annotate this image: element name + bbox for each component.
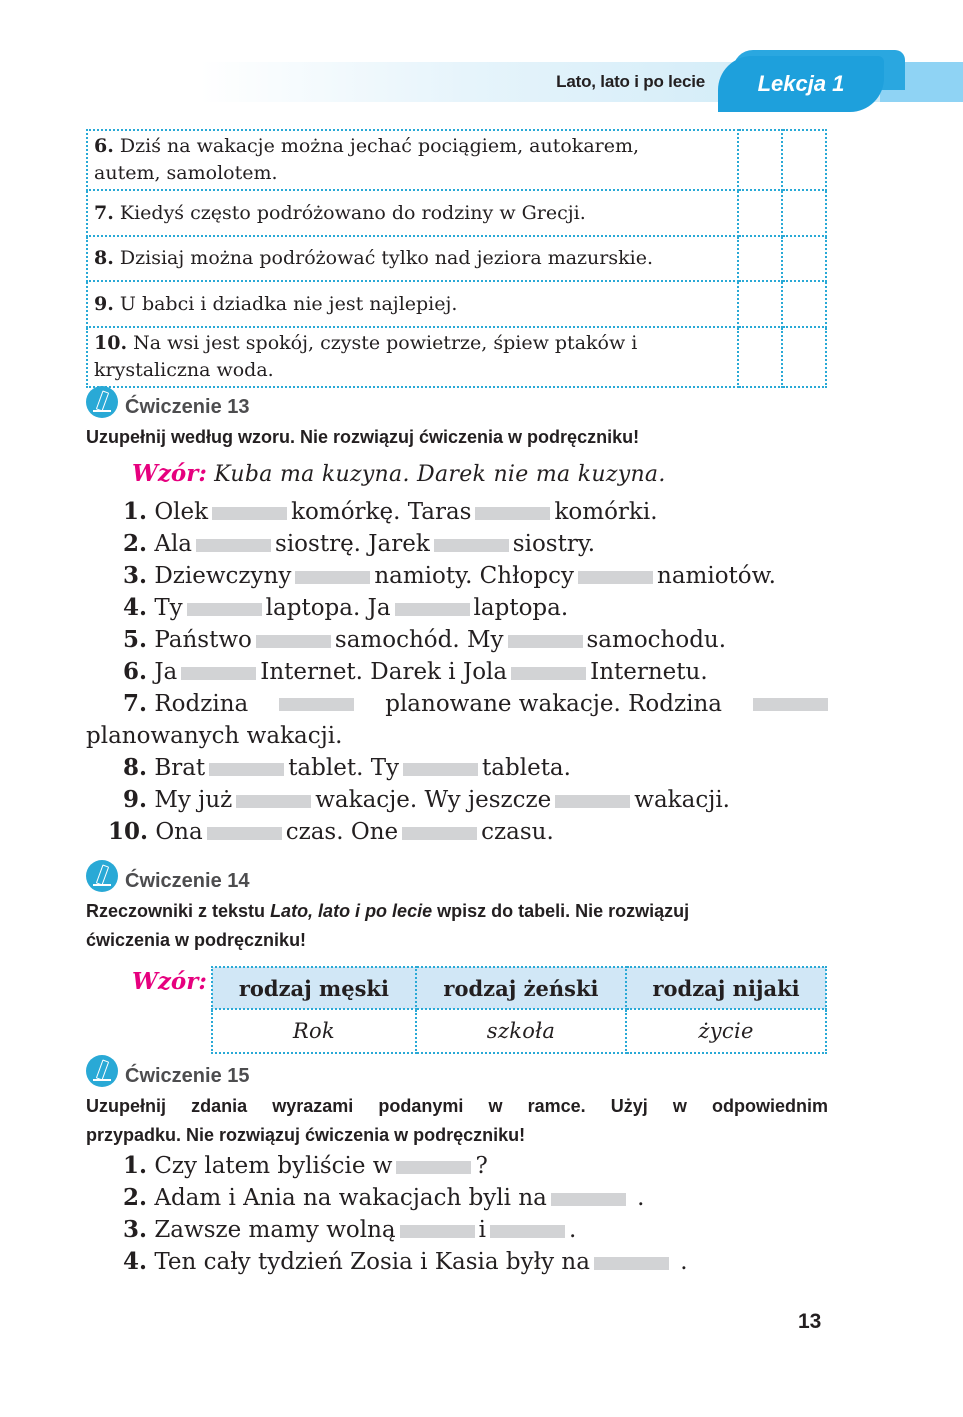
- exercise-14-instruction: Rzeczowniki z tekstu Lato, lato i po lecie wpisz do tabeli. Nie rozwiązuj ćwiczenia w podręczniku!: [86, 901, 690, 950]
- model-example: [132, 458, 666, 491]
- statement-9: 9. U babci i dziadka nie jest najlepiej.: [87, 281, 738, 327]
- list-item: 1. Czy latem byliście w ?: [123, 1152, 488, 1179]
- blank-gap[interactable]: [551, 1193, 626, 1206]
- blank-gap[interactable]: [395, 603, 470, 616]
- lesson-label: Lekcja 1: [757, 71, 845, 96]
- blank-gap[interactable]: [490, 1225, 565, 1238]
- blank-gap[interactable]: [511, 667, 586, 680]
- list-item-continued: planowanych wakacji.: [86, 723, 343, 749]
- list-item: 2. Adam i Ania na wakacjach byli na .: [123, 1184, 645, 1211]
- header-masculine: rodzaj męski: [212, 967, 416, 1009]
- list-item: 2. Ala siostrę. Jarek siostry.: [123, 530, 596, 557]
- list-item: 4. Ten cały tydzień Zosia i Kasia były na .: [123, 1248, 688, 1275]
- statement-10: 10. Na wsi jest spokój, czyste powietrze, śpiew ptaków i krystaliczna woda.: [87, 327, 738, 387]
- blank-gap[interactable]: [475, 507, 550, 520]
- blank-gap[interactable]: [402, 827, 477, 840]
- answer-cell-false[interactable]: [782, 281, 826, 327]
- exercise-14-heading: [86, 860, 250, 892]
- list-item: 3. Zawsze mamy wolną i .: [123, 1216, 577, 1243]
- table-row: [87, 236, 826, 281]
- value-feminine[interactable]: szkoła: [416, 1009, 626, 1053]
- blank-gap[interactable]: [434, 539, 509, 552]
- blank-gap[interactable]: [578, 571, 653, 584]
- blank-gap[interactable]: [508, 635, 583, 648]
- blank-gap[interactable]: [555, 795, 630, 808]
- blank-gap[interactable]: [396, 1161, 471, 1174]
- lesson-badge: [718, 56, 884, 112]
- pen-icon: [86, 386, 118, 418]
- answer-cell-false[interactable]: [782, 327, 826, 387]
- exercise-15-instruction: Uzupełnij zdania wyrazami podanymi w ramce. Użyj w odpowiednim przypadku. Nie rozwiązuj ćwiczenia w podręczniku!: [86, 1096, 828, 1145]
- pen-icon: [86, 860, 118, 892]
- blank-gap[interactable]: [207, 827, 282, 840]
- statement-8: 8. Dzisiaj można podróżować tylko nad jeziora mazurskie.: [87, 236, 738, 281]
- table-row: [87, 327, 826, 387]
- list-item: 5. Państwo samochód. My samochodu.: [123, 626, 727, 653]
- blank-gap[interactable]: [209, 763, 284, 776]
- statement-6: 6. Dziś na wakacje można jechać pociągiem, autokarem, autem, samolotem.: [87, 130, 738, 190]
- blank-gap[interactable]: [212, 507, 287, 520]
- list-item: 9. My już wakacje. Wy jeszcze wakacji.: [123, 786, 730, 813]
- model-label-14: Wzór:: [132, 968, 207, 995]
- exercise-title: Ćwiczenie 15: [125, 1065, 250, 1087]
- blank-gap[interactable]: [295, 571, 370, 584]
- list-item: 4. Ty laptopa. Ja laptopa.: [123, 594, 569, 621]
- page-number: 13: [798, 1310, 822, 1333]
- list-item: 6. Ja Internet. Darek i Jola Internetu.: [123, 658, 708, 685]
- blank-gap[interactable]: [236, 795, 311, 808]
- blank-gap[interactable]: [400, 1225, 475, 1238]
- blank-gap[interactable]: [196, 539, 271, 552]
- exercise-title: Ćwiczenie 13: [125, 396, 250, 418]
- blank-gap[interactable]: [279, 698, 354, 711]
- true-false-table: [86, 129, 827, 388]
- exercise-13-instruction: Uzupełnij według wzoru. Nie rozwiązuj ćwiczenia w podręczniku!: [86, 427, 640, 447]
- exercise-title: Ćwiczenie 14: [125, 870, 250, 892]
- blank-gap[interactable]: [256, 635, 331, 648]
- answer-cell-true[interactable]: [738, 281, 782, 327]
- list-item: 10. Ona czas. One czasu.: [108, 818, 554, 845]
- answer-cell-false[interactable]: [782, 190, 826, 236]
- blank-gap[interactable]: [594, 1257, 669, 1270]
- answer-cell-true[interactable]: [738, 236, 782, 281]
- list-item: 3. Dziewczyny namioty. Chłopcy namiotów.: [123, 562, 776, 589]
- table-row: [212, 1009, 826, 1053]
- statement-7: 7. Kiedyś często podróżowano do rodziny w Grecji.: [87, 190, 738, 236]
- exercise-13-heading: [86, 386, 250, 418]
- table-row: [87, 130, 826, 190]
- answer-cell-true[interactable]: [738, 130, 782, 190]
- answer-cell-true[interactable]: [738, 327, 782, 387]
- answer-cell-true[interactable]: [738, 190, 782, 236]
- value-neuter[interactable]: życie: [626, 1009, 826, 1053]
- header-feminine: rodzaj żeński: [416, 967, 626, 1009]
- table-row: [87, 190, 826, 236]
- model-label: Wzór:: [132, 460, 207, 487]
- blank-gap[interactable]: [181, 667, 256, 680]
- gender-table: [211, 966, 827, 1054]
- list-item: 8. Brat tablet. Ty tableta.: [123, 754, 571, 781]
- section-title: Lato, lato i po lecie: [556, 72, 705, 91]
- model-text: Kuba ma kuzyna. Darek nie ma kuzyna.: [214, 462, 666, 487]
- list-item: 7. Rodzina planowane wakacje. Rodzina: [123, 688, 828, 720]
- pen-icon: [86, 1055, 118, 1087]
- blank-gap[interactable]: [753, 698, 828, 711]
- exercise-15-heading: [86, 1055, 250, 1087]
- table-header-row: [212, 967, 826, 1009]
- header-neuter: rodzaj nijaki: [626, 967, 826, 1009]
- list-item: 1. Olek komórkę. Taras komórki.: [123, 498, 658, 525]
- table-row: [87, 281, 826, 327]
- value-masculine[interactable]: Rok: [212, 1009, 416, 1053]
- blank-gap[interactable]: [187, 603, 262, 616]
- answer-cell-false[interactable]: [782, 130, 826, 190]
- blank-gap[interactable]: [403, 763, 478, 776]
- answer-cell-false[interactable]: [782, 236, 826, 281]
